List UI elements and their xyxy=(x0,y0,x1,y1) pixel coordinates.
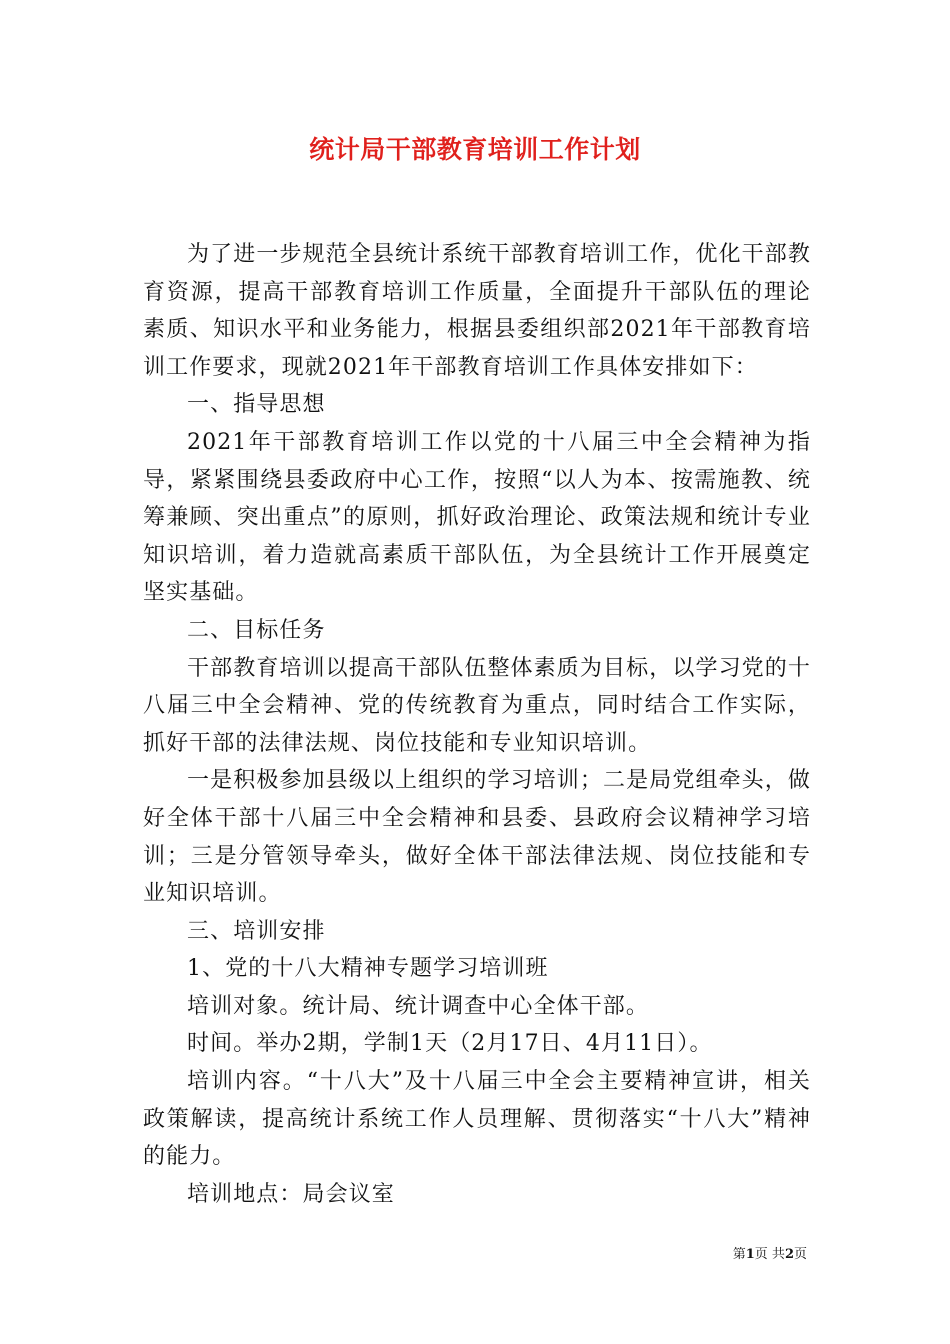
goals-paragraph: 干部教育培训以提高干部队伍整体素质为目标，以学习党的十八届三中全会精神、党的传统教育为重点，同时结合工作实际，抓好干部的法律法规、岗位技能和专业知识培训。 xyxy=(143,655,811,756)
training-location: 培训地点：局会议室 xyxy=(187,1181,395,1207)
training-time: 时间。举办2期，学制1天（2月17日、4月11日）。 xyxy=(187,1031,713,1057)
intro-paragraph: 为了进一步规范全县统计系统干部教育培训工作，优化干部教育资源，提高干部教育培训工作质量，全面提升干部队伍的理论素质、知识水平和业务能力，根据县委组织部2021年干部教育培训工作要求，现就2021年干部教育培训工作具体安排如下： xyxy=(143,242,811,380)
document-body xyxy=(143,236,811,1213)
section-heading-training-arrangement: 三、培训安排 xyxy=(187,918,326,944)
document-title: 统计局干部教育培训工作计划 xyxy=(309,135,641,164)
section-heading-guiding-ideology: 一、指导思想 xyxy=(187,392,326,418)
section-heading-goals: 二、目标任务 xyxy=(187,617,326,643)
footer-page-total: 2 xyxy=(784,1247,794,1262)
footer-prefix: 第 xyxy=(732,1247,746,1262)
guiding-ideology-paragraph: 2021年干部教育培训工作以党的十八届三中全会精神为指导，紧紧围绕县委政府中心工作，按照“以人为本、按需施教、统筹兼顾、突出重点”的原则，抓好政治理论、政策法规和统计专业知识培训，着力造就高素质干部队伍，为全县统计工作开展奠定坚实基础。 xyxy=(143,429,811,606)
footer-suffix: 页 xyxy=(793,1247,807,1262)
footer-page-number: 1 xyxy=(745,1247,755,1262)
training-audience: 培训对象。统计局、统计调查中心全体干部。 xyxy=(187,993,650,1019)
subsection-heading-training-class: 1、党的十八大精神专题学习培训班 xyxy=(187,956,549,982)
training-content: 培训内容。“十八大”及十八届三中全会主要精神宣讲，相关政策解读，提高统计系统工作人员理解、贯彻落实“十八大”精神的能力。 xyxy=(143,1069,811,1170)
goals-detail-paragraph: 一是积极参加县级以上组织的学习培训；二是局党组牵头，做好全体干部十八届三中全会精神和县委、县政府会议精神学习培训；三是分管领导牵头，做好全体干部法律法规、岗位技能和专业知识培训。 xyxy=(143,768,811,907)
page-footer xyxy=(733,1246,807,1264)
footer-mid: 页 共 xyxy=(754,1247,785,1262)
